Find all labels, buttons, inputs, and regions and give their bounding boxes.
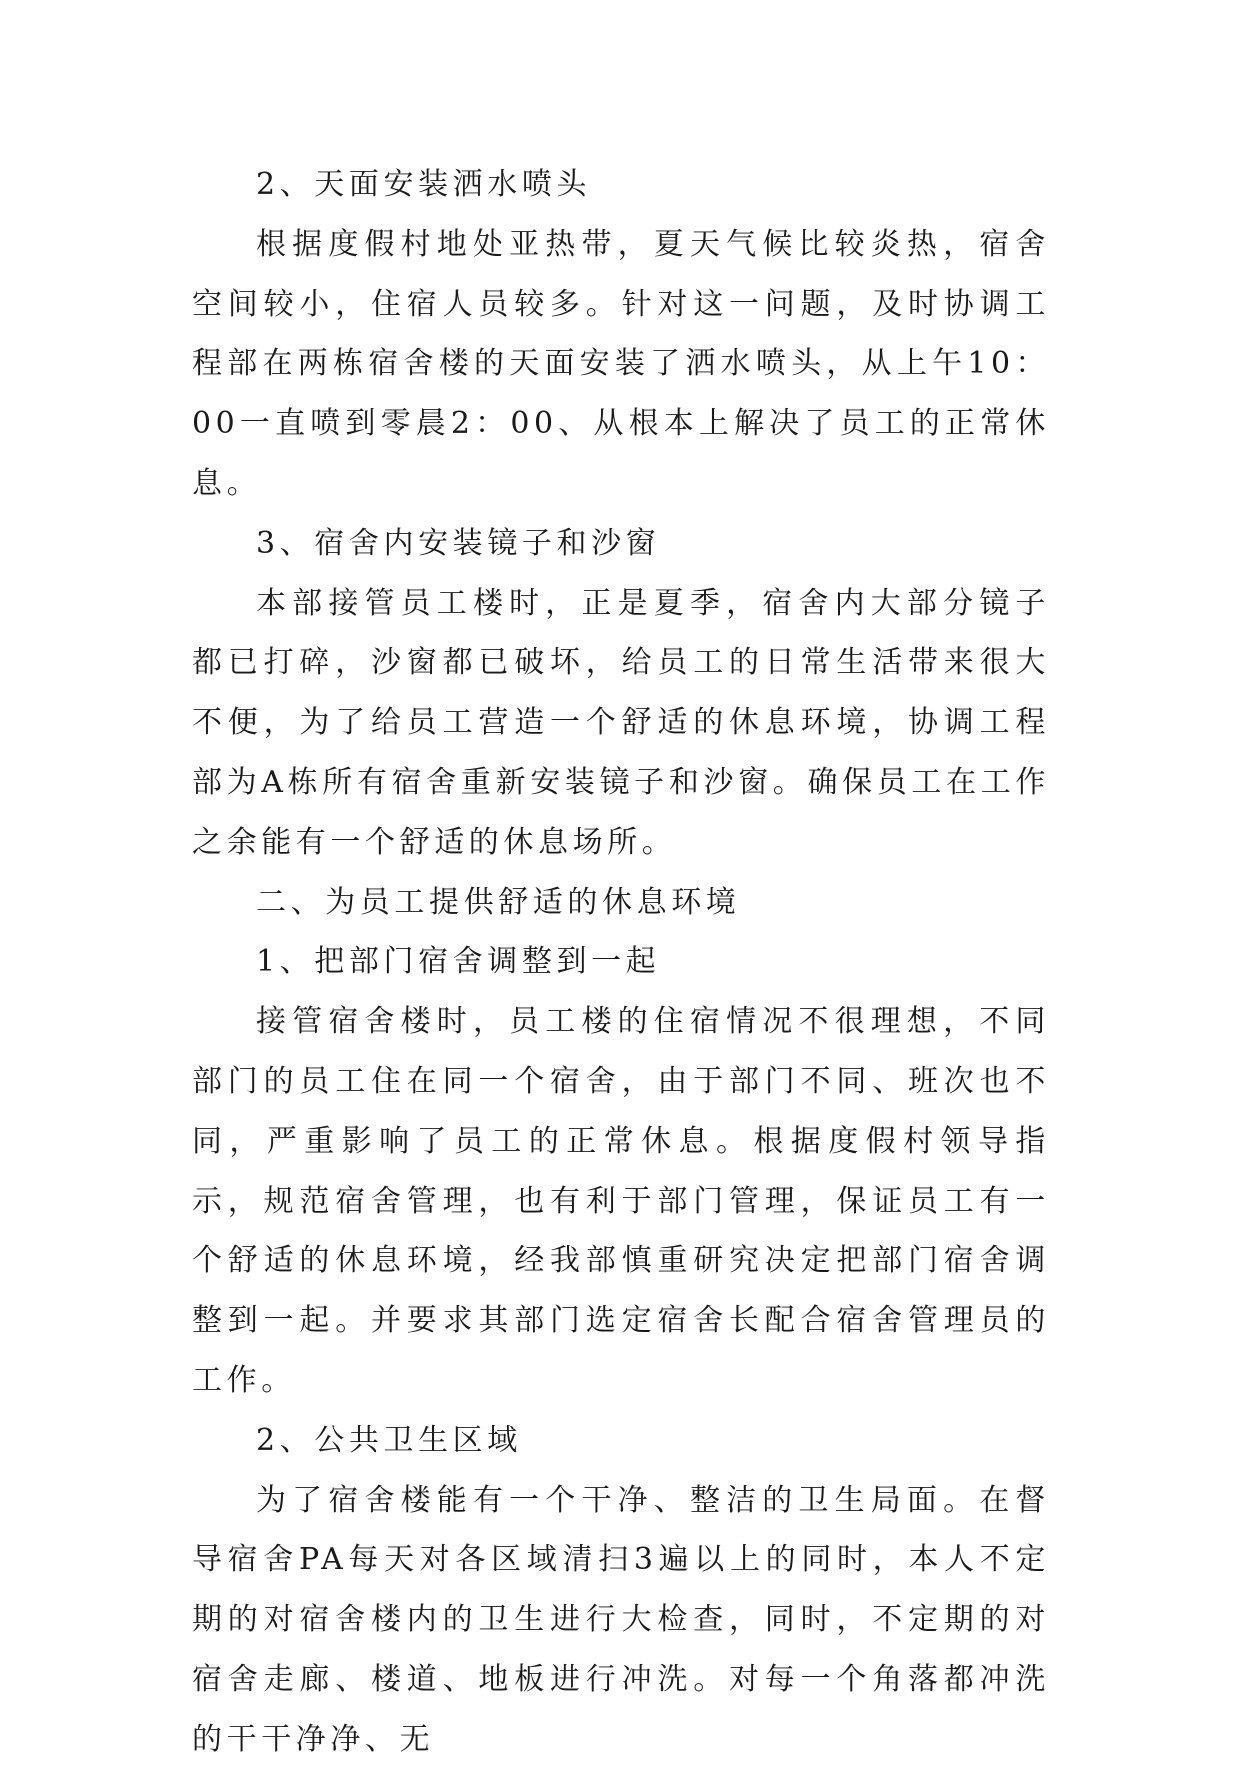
section-heading-rest-environment: 二、为员工提供舒适的休息环境 xyxy=(256,884,741,920)
heading-adjust-dorms: 1、把部门宿舍调整到一起 xyxy=(256,944,661,980)
paragraph-adjust-dorms: 接管宿舍楼时，员工楼的住宿情况不很理想，不同部门的员工住在同一个宿舍，由于部门不同、班次也不同，严重影响了员工的正常休息。根据度假村领导指示，规范宿舍管理，也有利于部门管理，保证员工有一个舒适的休息环境，经我部慎重研究决定把部门宿舍调整到一起。并要求其部门选定宿舍长配合宿舍管理员的工作。 xyxy=(192,1004,1050,1398)
heading-public-hygiene: 2、公共卫生区域 xyxy=(256,1422,522,1458)
paragraph-public-hygiene: 为了宿舍楼能有一个干净、整洁的卫生局面。在督导宿舍PA每天对各区域清扫3遍以上的同时，本人不定期的对宿舍楼内的卫生进行大检查，同时，不定期的对宿舍走廊、楼道、地板进行冲洗。对每一个角落都冲洗的干干净净、无 xyxy=(192,1482,1050,1757)
paragraph-sprinkler: 根据度假村地处亚热带，夏天气候比较炎热，宿舍空间较小，住宿人员较多。针对这一问题，及时协调工程部在两栋宿舍楼的天面安装了洒水喷头，从上午10：00一直喷到零晨2：00、从根本上解决了员工的正常休息。 xyxy=(192,226,1050,501)
document-body xyxy=(192,155,1050,1770)
heading-sprinkler: 2、天面安装洒水喷头 xyxy=(256,167,592,202)
paragraph-mirror-screen: 本部接管员工楼时，正是夏季，宿舍内大部分镜子都已打碎，沙窗都已破坏，给员工的日常生活带来很大不便，为了给员工营造一个舒适的休息环境，协调工程部为A栋所有宿舍重新安装镜子和沙窗。确保员工在工作之余能有一个舒适的休息场所。 xyxy=(192,585,1050,860)
heading-mirror-screen: 3、宿舍内安装镜子和沙窗 xyxy=(256,525,661,561)
